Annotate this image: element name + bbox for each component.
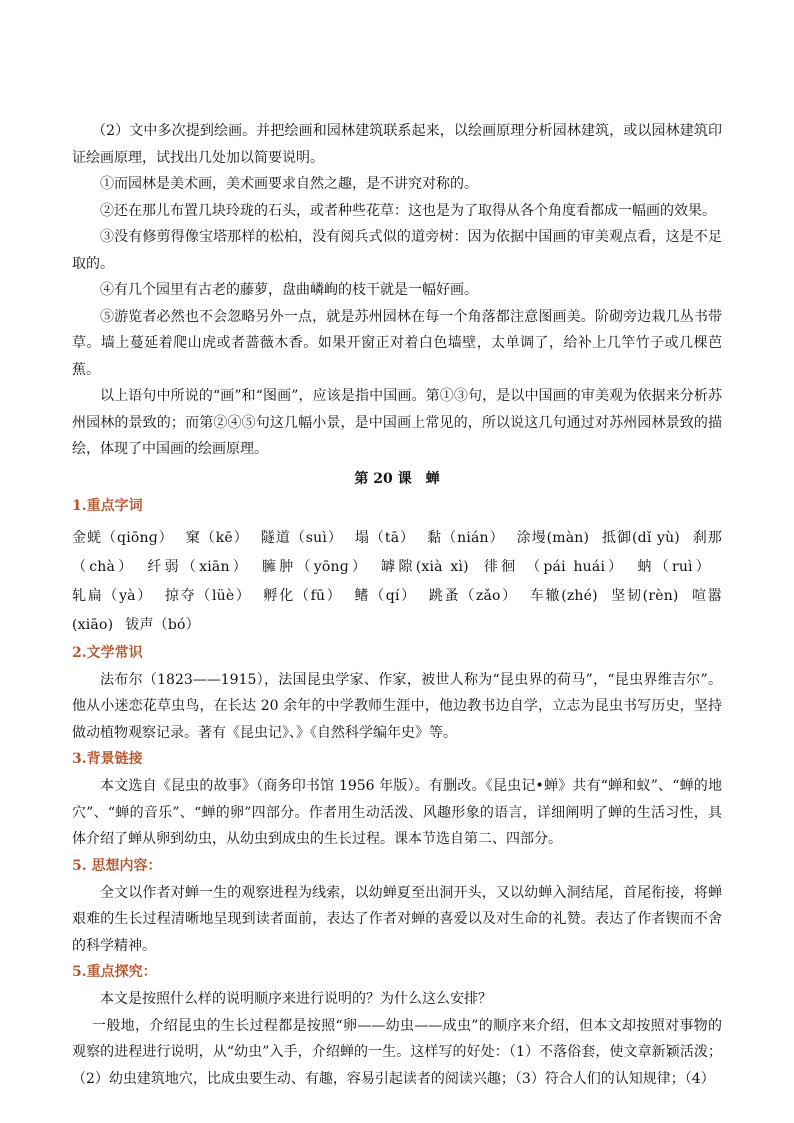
section-background-title: 3.背景链接 <box>72 751 143 767</box>
section-key-words-title: 1.重点字词 <box>72 497 143 514</box>
vocab-item: 徘徊 （pái huái） <box>480 558 626 575</box>
vocab-item: 窠（kē） <box>185 529 249 546</box>
vocab-item: 蚋（ruì） <box>637 558 710 575</box>
vocab-item: 臃肿（yōnɡ） <box>262 558 370 575</box>
inquiry-question: 本文是按照什么样的说明顺序来进行说明的？为什么这么安排？ <box>100 991 492 1007</box>
vocab-item: 涂墁(màn) <box>516 529 590 546</box>
vocab-item: 跳蚤（zǎo） <box>428 587 518 604</box>
question-2: （2）文中多次提到绘画。并把绘画和园林建筑联系起来，以绘画原理分析园林建筑，或以园林建筑印证绘画原理，试找出几处加以简要说明。 <box>72 123 722 166</box>
quote-item-5: ⑤游览者必然也不会忽略另外一点，就是苏州园林在每一个角落都注意图画美。阶砌旁边栽几丛书带草。墙上蔓延着爬山虎或者蔷薇木香。如果开窗正对着白色墙壁，太单调了，给补上几竿竹子或几棵芭蕉。 <box>72 308 722 378</box>
inquiry-answer: 一般地，介绍昆虫的生长过程都是按照“卵——幼虫——成虫”的顺序来介绍，但本文却按照对事物的观察的进程进行说明，从“幼虫”入手，介绍蝉的一生。这样写的好处：（1）不落俗套，使文章新颖活泼；（2）幼虫建筑地穴，比成虫要生动、有趣，容易引起读者的阅读兴趣；（3）符合人们的认知规律；（4） <box>72 1017 722 1087</box>
vocab-item: 鳍（qí） <box>354 587 417 604</box>
vocab-item: 抵御(dǐ yù) <box>601 529 680 546</box>
answer-paragraph: 以上语句中所说的“画”和“图画”，应该是指中国画。第①③句，是以中国画的审美观为依据来分析苏州园林的景致的；而第②④⑤句这几幅小景，是中国画上常见的，所以说这几句通过对苏州园林景致的描绘，体现了中国画的绘画原理。 <box>72 388 722 457</box>
section-literature-title: 2.文学常识 <box>72 644 143 661</box>
section-inquiry-title: 5.重点探究： <box>72 964 157 980</box>
quote-item-4: ④有几个园里有古老的藤萝，盘曲嶙峋的枝干就是一幅好画。 <box>100 282 478 298</box>
vocab-item: 掠夺（lüè） <box>164 587 252 604</box>
vocab-item: 隧道（suì） <box>260 529 343 546</box>
vocab-item: 钹声（bó） <box>125 616 200 633</box>
vocab-item: 轧扁（yà） <box>72 587 153 604</box>
vocab-item: 金蜣（qiōnɡ） <box>72 529 174 546</box>
quote-item-2: ②还在那儿布置几块玲珑的石头，或者种些花草：这也是为了取得从各个角度看都成一幅画的效果。 <box>100 202 716 219</box>
theme-paragraph: 全文以作者对蝉一生的观察进程为线索，以幼蝉夏至出洞开头，又以幼蝉入洞结尾，首尾衔接，将蝉艰难的生长过程清晰地呈现到读者面前，表达了作者对蝉的喜爱以及对生命的礼赞。表达了作者锲而不舍的科学精神。 <box>72 884 722 954</box>
background-paragraph: 本文选自《昆虫的故事》（商务印书馆 1956 年版）。有删改。《昆虫记•蝉》共有“蝉和蚁”、“蝉的地穴”、“蝉的音乐”、“蝉的卵”四部分。作者用生动活泼、风趣形象的语言，详细阐明了蝉的生活习性，具体介绍了蝉从卵到幼虫，从幼虫到成虫的生长过程。课本节选自第二、四部分。 <box>72 778 722 847</box>
vocab-item: 坚韧(rèn) <box>609 587 679 604</box>
vocab-item: 罅隙(xià xì) <box>381 558 469 575</box>
page-content <box>72 118 722 1092</box>
vocab-item: 刹那（chà） <box>72 529 722 575</box>
vocab-item: 孵化（fū） <box>263 587 343 604</box>
literature-paragraph: 法布尔（1823——1915），法国昆虫学家、作家，被世人称为“昆虫界的荷马”，“昆虫界维吉尔”。他从小迷恋花草虫鸟，在长达 20 余年的中学教师生涯中，他边教书边自学，立志为昆虫书写历史，坚持做动植物观察记录。著有《昆虫记》、》《自然科学编年史》等。 <box>72 671 722 741</box>
vocab-item: 塌（tā） <box>354 529 416 546</box>
vocab-item: 喧嚣(xiāo) <box>72 587 722 633</box>
quote-item-3: ③没有修剪得像宝塔那样的松柏，没有阅兵式似的道旁树：因为依据中国画的审美观点看，这是不足取的。 <box>72 229 722 272</box>
vocab-item: 车辙(zhé) <box>529 587 598 604</box>
vocab-item: 黏（nián） <box>427 529 505 546</box>
section-theme-title: 5. 思想内容： <box>72 857 162 874</box>
vocab-list <box>72 524 722 640</box>
vocab-item: 纤弱（xiān） <box>147 558 250 575</box>
lesson-title: 第 20 课 蝉 <box>354 470 440 487</box>
quote-item-1: ①而园林是美术画，美术画要求自然之趣，是不讲究对称的。 <box>100 176 478 192</box>
